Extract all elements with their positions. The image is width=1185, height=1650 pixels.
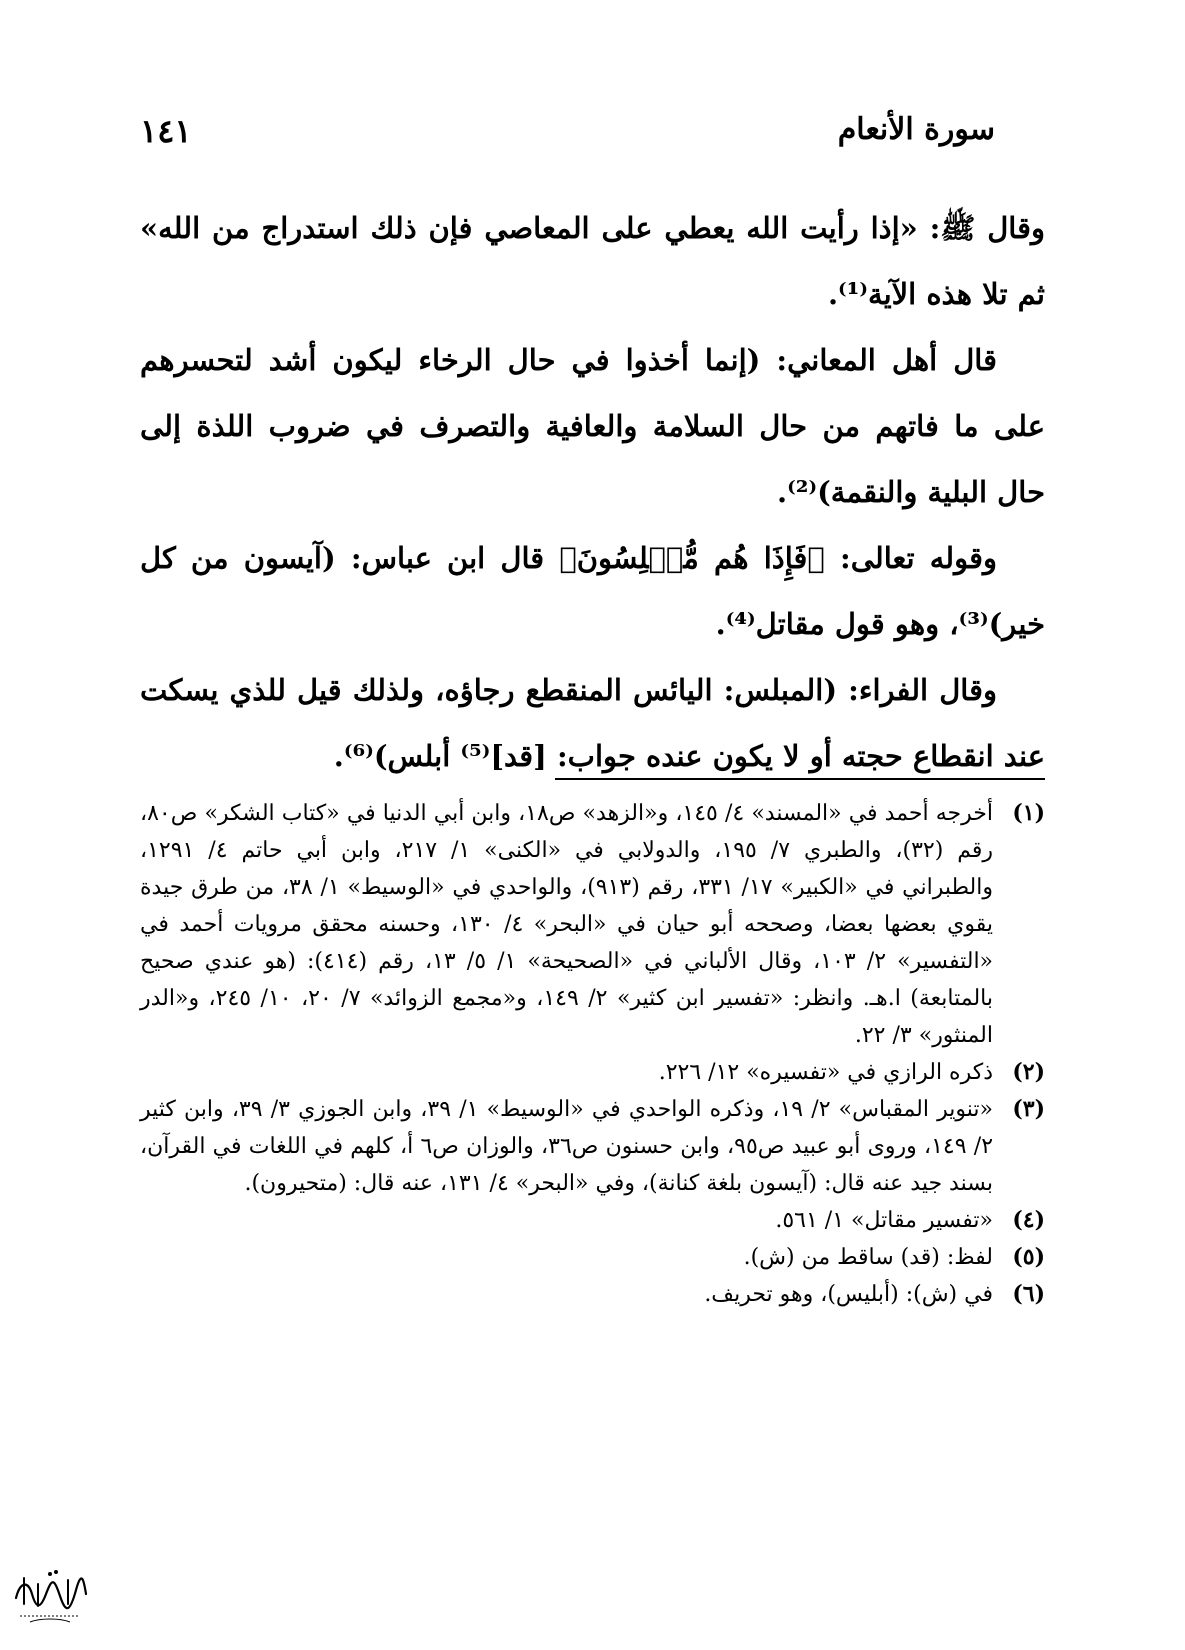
footnote-text: في (ش): (أبليس)، وهو تحريف. [704, 1282, 993, 1307]
footnote-number: (٥) [1012, 1244, 1045, 1270]
footnote-6 [140, 1276, 1045, 1313]
paragraph-2: قال أهل المعاني: (إنما أخذوا في حال الرخاء ليكون أشد لتحسرهم على ما فاتهم من حال السلامة والعافية والتصرف في ضروب اللذة إلى حال البلية والنقمة)⁽²⁾. [140, 343, 1045, 509]
main-text [140, 195, 1045, 789]
footnote-number: (١) [1012, 800, 1045, 826]
paragraph-3: وقوله تعالى: ﴿فَإِذَا هُم مُّبۡلِسُونَ﴾ قال ابن عباس: (آيسون من كل خير)⁽³⁾، وهو قول مقاتل⁽⁴⁾. [140, 541, 1045, 641]
footnote-separator [555, 778, 1045, 780]
footnote-3 [140, 1091, 1045, 1202]
footnote-4 [140, 1202, 1045, 1239]
footnote-1 [140, 795, 1045, 1054]
footnote-5 [140, 1239, 1045, 1276]
surah-title: سورة الأنعام [837, 112, 995, 147]
publisher-logo-stamp [10, 1560, 90, 1628]
footnote-number: (٣) [1012, 1096, 1045, 1122]
footnote-text: أخرجه أحمد في «المسند» ٤/ ١٤٥، و«الزهد» ص١٨، وابن أبي الدنيا في «كتاب الشكر» ص٨٠، رقم (٣٢)، والطبري ٧/ ١٩٥، والدولابي في «الكنى» ١/ ٢١٧، وابن أبي حاتم ٤/ ١٢٩١، والطبراني في «الكبير» ١٧/ ٣٣١، رقم (٩١٣)، والواحدي في «الوسيط» ١/ ٣٨، من طرق جيدة يقوي بعضها بعضا، وصححه أبو حيان في «البحر» ٤/ ١٣٠، وحسنه محقق مرويات أحمد في «التفسير» ٢/ ١٠٣، وقال الألباني في «الصحيحة» ١/ ٥/ ١٣، رقم (٤١٤): (هو عندي صحيح بالمتابعة) ا.هـ. وانظر: «تفسير ابن كثير» ٢/ ١٤٩، و«مجمع الزوائد» ٧/ ٢٠، ١٠/ ٢٤٥، و«الدر المنثور» ٣/ ٢٢. [140, 801, 994, 1048]
footnote-2 [140, 1054, 1045, 1091]
footnote-number: (٦) [1012, 1281, 1045, 1307]
footnote-text: «تنوير المقباس» ٢/ ١٩، وذكره الواحدي في «الوسيط» ١/ ٣٩، وابن الجوزي ٣/ ٣٩، وابن كثير ٢/ ١٤٩، وروى أبو عبيد ص٩٥، وابن حسنون ص٣٦، والوزان ص٦ أ، كلهم في اللغات في القرآن، بسند جيد عنه قال: (آيسون بلغة كنانة)، وفي «البحر» ٤/ ١٣١، عنه قال: (متحيرون). [140, 1097, 994, 1196]
footnote-number: (٤) [1012, 1207, 1045, 1233]
paragraph-4: وقال الفراء: (المبلس: اليائس المنقطع رجاؤه، ولذلك قيل للذي يسكت عند انقطاع حجته أو لا يكون عنده جواب: [قد]⁽⁵⁾ أبلس)⁽⁶⁾. [140, 673, 1045, 773]
footnote-text: ذكره الرازي في «تفسيره» ١٢/ ٢٢٦. [658, 1060, 993, 1085]
paragraph-1: وقال ﷺ: «إذا رأيت الله يعطي على المعاصي فإن ذلك استدراج من الله» ثم تلا هذه الآية⁽¹⁾. [140, 211, 1045, 311]
footnote-number: (٢) [1012, 1059, 1045, 1085]
footnote-text: لفظ: (قد) ساقط من (ش). [743, 1245, 993, 1270]
footnote-text: «تفسير مقاتل» ١/ ٥٦١. [775, 1208, 993, 1233]
page-header [140, 112, 995, 162]
footnotes [140, 795, 1045, 1313]
page-number: ١٤١ [140, 112, 192, 150]
